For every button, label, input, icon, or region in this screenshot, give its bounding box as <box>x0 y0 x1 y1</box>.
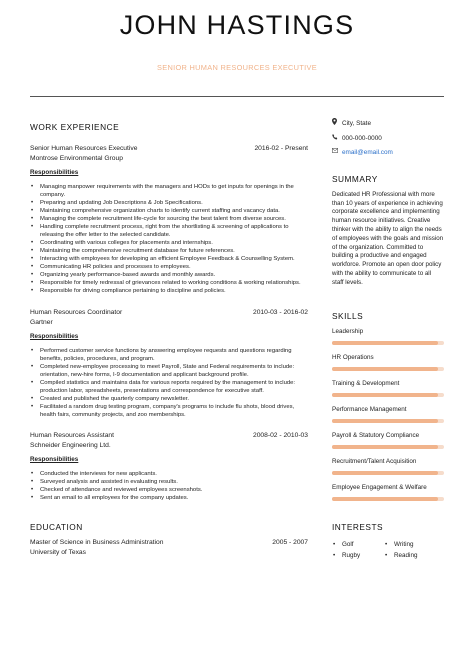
phone-icon <box>332 134 342 145</box>
skill-bar-fill <box>332 341 438 345</box>
job-entry <box>30 431 308 502</box>
contact-phone <box>332 134 444 145</box>
list-item: • Interacting with employees for developing an efficient Employee Feedback & Counselling System. <box>30 255 308 263</box>
skill-bar-fill <box>332 497 438 501</box>
skill-item <box>332 458 444 475</box>
work-experience-title: WORK EXPERIENCE <box>30 122 120 132</box>
interest-item: • Reading <box>384 552 436 560</box>
list-item: • Organizing yearly performance-based awards and monthly awards. <box>30 271 308 279</box>
skill-bar-fill <box>332 367 438 371</box>
list-item: • Sent an email to all employees for the company updates. <box>30 494 308 502</box>
job-dates: 2016-02 - Present <box>254 145 308 152</box>
skills-list <box>332 328 444 501</box>
location-pin-icon <box>332 118 342 130</box>
list-item: • Communicating HR policies and processes to employees. <box>30 263 308 271</box>
responsibilities-label: Responsibilities <box>30 456 79 463</box>
email-link[interactable]: email@email.com <box>342 149 393 157</box>
summary-text: Dedicated HR Professional with more than 10 years of experience in achieving corporate excellence and implementing human resource initiatives. Creative thinker with the ability to align the needs of employees with the goals and mission of the organization. Committed to building a productive and engaged workforce. Promote an open door policy with the ability to communicate to all staff levels. <box>332 190 444 286</box>
skill-label: Training & Development <box>332 379 400 387</box>
job-company: Schneider Engineering Ltd. <box>30 441 111 449</box>
skill-item <box>332 328 444 345</box>
interests-list <box>332 541 444 560</box>
education-degree: Master of Science in Business Administration <box>30 539 164 546</box>
education-section <box>30 522 308 557</box>
skill-label: Performance Management <box>332 405 407 413</box>
skill-bar <box>332 367 444 371</box>
contact-phone-text: 000-000-0000 <box>342 135 382 143</box>
responsibilities-label: Responsibilities <box>30 333 79 340</box>
responsibilities-list <box>30 470 308 502</box>
responsibilities-label: Responsibilities <box>30 169 79 176</box>
skill-bar <box>332 471 444 475</box>
list-item: • Completed new-employee processing to meet Payroll, State and Federal requirements to include: orientation, new-hire forms, I-9 documentation and applicant background profile. <box>30 363 308 379</box>
education-title: EDUCATION <box>30 522 83 532</box>
contact-email[interactable] <box>332 148 444 158</box>
skill-label: Leadership <box>332 327 364 335</box>
contact-location <box>332 118 444 130</box>
job-entry <box>30 308 308 419</box>
skill-bar <box>332 445 444 449</box>
job-position: Human Resources Coordinator <box>30 309 123 316</box>
list-item: • Coordinating with various colleges for placements and internships. <box>30 239 308 247</box>
skill-item <box>332 484 444 501</box>
skill-bar-fill <box>332 419 438 423</box>
skill-label: Recruitment/Talent Acquisition <box>332 457 417 465</box>
skills-title: SKILLS <box>332 310 364 321</box>
skill-bar-fill <box>332 393 438 397</box>
job-position: Human Resources Assistant <box>30 432 115 439</box>
list-item: • Facilitated a random drug testing program, company's programs to include flu shots, blood drives, health fairs, community projects, and zoo memberships. <box>30 403 308 419</box>
skills-section <box>332 311 444 501</box>
list-item: • Surveyed analysis and assisted in evaluating results. <box>30 478 308 486</box>
job-dates: 2010-03 - 2016-02 <box>252 309 308 316</box>
skill-label: Employee Engagement & Welfare <box>332 483 427 491</box>
responsibilities-list <box>30 347 308 419</box>
list-item: • Responsible for timely redressal of grievances related to working conditions & working relationships. <box>30 279 308 287</box>
job-position: Senior Human Resources Executive <box>30 145 138 152</box>
list-item: • Responsible for driving compliance pertaining to discipline and policies. <box>30 287 308 295</box>
list-item: • Managing the complete recruitment life-cycle for sourcing the best talent from diverse sources. <box>30 215 308 223</box>
list-item: • Maintaining the comprehensive recruitment database for future references. <box>30 247 308 255</box>
summary-section <box>332 174 444 288</box>
skill-label: HR Operations <box>332 353 374 361</box>
job-dates: 2008-02 - 2010-03 <box>252 432 308 439</box>
candidate-name: JOHN HASTINGS <box>119 10 355 40</box>
list-item: • Compiled statistics and maintains data for various reports required by the management to include: production labor, spreadsheets, presentations and correspondence for executive staff. <box>30 379 308 395</box>
list-item: • Maintaining comprehensive organization charts to identify current staffing and vacancy data. <box>30 207 308 215</box>
job-entry <box>30 144 308 295</box>
education-school: University of Texas <box>30 548 86 556</box>
interest-item: • Rugby <box>332 552 384 560</box>
list-item: • Created and published the quarterly company newsletter. <box>30 395 308 403</box>
email-icon <box>332 148 342 158</box>
list-item: • Conducted the interviews for new applicants. <box>30 470 308 478</box>
skill-bar <box>332 341 444 345</box>
summary-title: SUMMARY <box>332 173 378 184</box>
skill-item <box>332 406 444 423</box>
list-item: • Handling complete recruitment process, right from the shortlisting & screening of applications to releasing the offer letter to the selected candidate. <box>30 223 308 239</box>
skill-item <box>332 380 444 397</box>
responsibilities-list <box>30 183 308 295</box>
list-item: • Performed customer service functions by answering employee requests and questions regarding benefits, policies, procedures, and program. <box>30 347 308 363</box>
job-company: Montrose Environmental Group <box>30 154 123 162</box>
skill-bar-fill <box>332 445 438 449</box>
header-divider <box>30 96 444 97</box>
skill-item <box>332 354 444 371</box>
skill-bar <box>332 419 444 423</box>
list-item: • Managing manpower requirements with the managers and HODs to get inputs for openings in the company. <box>30 183 308 199</box>
interests-section <box>332 522 444 560</box>
skill-bar <box>332 497 444 501</box>
contact-location-text: City, State <box>342 120 372 127</box>
interest-item: • Writing <box>384 541 436 549</box>
side-column <box>332 118 444 560</box>
skill-bar-fill <box>332 471 438 475</box>
list-item: • Checked of attendance and reviewed employees screenshots. <box>30 486 308 494</box>
candidate-subtitle: SENIOR HUMAN RESOURCES EXECUTIVE <box>157 63 317 72</box>
education-dates: 2005 - 2007 <box>272 539 308 546</box>
interests-title: INTERESTS <box>332 521 384 532</box>
contact-block <box>332 118 444 158</box>
skill-label: Payroll & Statutory Compliance <box>332 431 420 439</box>
list-item: • Preparing and updating Job Descriptions & Job Specifications. <box>30 199 308 207</box>
skill-item <box>332 432 444 449</box>
interest-item: • Golf <box>332 541 384 549</box>
job-company: Gartner <box>30 318 53 326</box>
main-column <box>30 122 308 557</box>
skill-bar <box>332 393 444 397</box>
